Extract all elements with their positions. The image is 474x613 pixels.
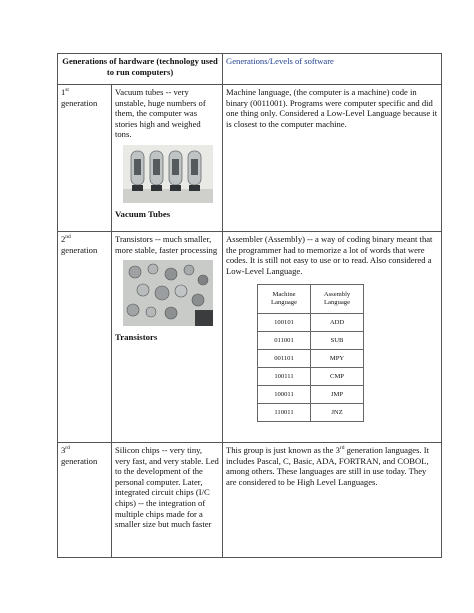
hardware-cell: Silicon chips -- very tiny, very fast, and very stable. Led to the development of the personal computer. Later, integrated circuit chips (I/C chips) -- the integration of multiple chips made for a smaller size but much faster xyxy=(112,443,223,558)
assembly-code: MPY xyxy=(311,350,364,368)
hardware-cell xyxy=(112,232,223,443)
generation-label xyxy=(58,85,112,232)
software-cell xyxy=(223,232,442,443)
image-caption: Transistors xyxy=(115,332,158,343)
generation-word: generation xyxy=(61,244,98,255)
assembly-code: JMP xyxy=(311,386,364,404)
machine-language-header: Machine Language xyxy=(258,285,311,314)
machine-code: 100101 xyxy=(258,314,311,332)
table-row xyxy=(258,386,364,404)
table-row xyxy=(258,350,364,368)
software-column-header: Generations/Levels of software xyxy=(223,54,442,85)
software-cell: Machine language, (the computer is a machine) code in binary (0011001). Programs were computer specific and did one thing only. Considered a Low-Level Language because it is closest to the computer machine. xyxy=(223,85,442,232)
generation-suffix: nd xyxy=(65,234,71,241)
table-row xyxy=(58,443,442,558)
software-superscript: rd xyxy=(339,445,345,452)
generations-table xyxy=(57,53,442,558)
hardware-description: Vacuum tubes -- very unstable, huge numbers of them, the computer was stories high and weighed tons. xyxy=(115,87,206,140)
generation-suffix: rd xyxy=(65,445,70,452)
assembly-code: ADD xyxy=(311,314,364,332)
table-header-row xyxy=(58,54,442,85)
hardware-column-header: Generations of hardware (technology used to run computers) xyxy=(58,54,223,85)
assembly-table xyxy=(257,284,364,422)
assembly-code: SUB xyxy=(311,332,364,350)
assembly-table-header xyxy=(258,285,364,314)
transistors-photo xyxy=(123,260,213,326)
software-description: Assembler (Assembly) -- a way of coding binary meant that the programmer had to memorize a lot of words that were codes. It is still not easy to use or to read. Also considered a Low-Level Language. xyxy=(226,234,433,276)
hardware-description: Transistors -- much smaller, more stable, faster processing xyxy=(115,234,218,255)
software-cell xyxy=(223,443,442,558)
assembly-code: JNZ xyxy=(311,404,364,422)
generation-label xyxy=(58,443,112,558)
generation-number: 3 xyxy=(61,445,66,455)
vacuum-tube-icon xyxy=(131,151,144,191)
generation-number: 2 xyxy=(61,234,66,244)
generation-label xyxy=(58,232,112,443)
table-row xyxy=(258,368,364,386)
software-description-cont: generation languages. It includes Pascal, C, Basic, ADA, FORTRAN, and COBOL, among others. These languages are still in use today. They are considered to be High Level Languages. xyxy=(226,445,429,487)
hardware-cell xyxy=(112,85,223,232)
software-description: This group is just known as the 3 xyxy=(226,445,340,455)
machine-code: 100011 xyxy=(258,386,311,404)
vacuum-tubes-photo xyxy=(123,145,213,203)
table-row xyxy=(258,332,364,350)
machine-code: 001101 xyxy=(258,350,311,368)
assembly-code: CMP xyxy=(311,368,364,386)
machine-code: 110011 xyxy=(258,404,311,422)
machine-code: 011001 xyxy=(258,332,311,350)
generation-word: generation xyxy=(61,455,98,466)
table-row xyxy=(58,232,442,443)
table-row xyxy=(58,85,442,232)
generation-suffix: st xyxy=(65,87,69,94)
table-row xyxy=(258,404,364,422)
machine-code: 100111 xyxy=(258,368,311,386)
table-row xyxy=(258,314,364,332)
image-caption: Vacuum Tubes xyxy=(115,208,171,219)
generation-number: 1 xyxy=(61,87,66,97)
generation-word: generation xyxy=(61,97,98,108)
assembly-language-header: Assembly Language xyxy=(311,285,364,314)
